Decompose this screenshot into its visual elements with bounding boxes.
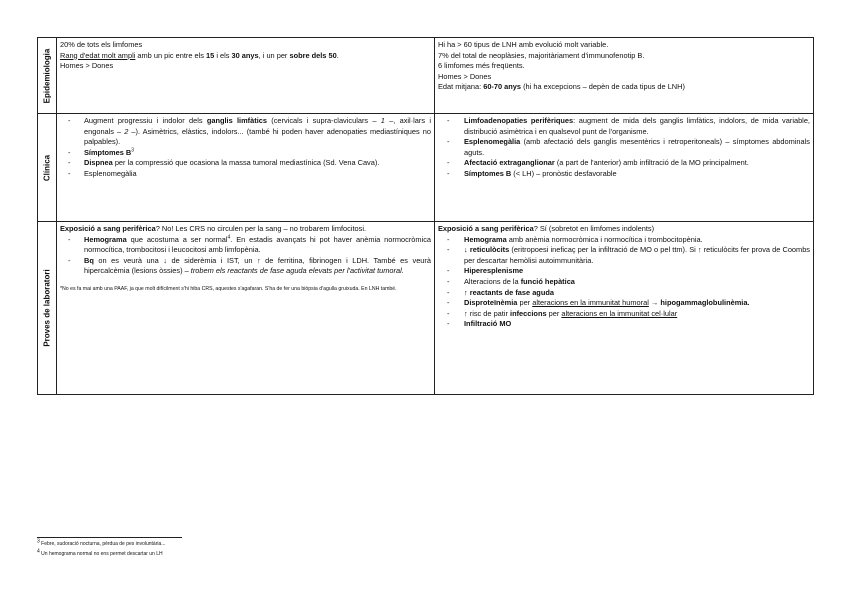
bullet-list: [438, 235, 810, 330]
text-line: Edat mitjana: 60-70 anys (hi ha excepcions – depèn de cada tipus de LNH): [438, 82, 685, 92]
list-item: - Bq on es veurà una ↓ de siderèmia i IST, un ↑ de ferritina, fibrinogen i LDH. També es veurà hipercalcèmia (lesions òssies) – trobem els reactants de fase aguda elevats per l'activitat tumoral.: [60, 256, 431, 277]
row-header-epidemiology: Epidemiologia: [38, 38, 57, 114]
bullet-list: [60, 235, 431, 277]
footnote-3: $^3$ Febre, sudoració nocturna, pèrdua de pes involuntària...: [37, 538, 166, 547]
list-item: - Dispnea per la compressió que ocasiona la massa tumoral mediastínica (Sd. Vena Cava).: [60, 158, 431, 169]
text-line: Rang d'edat molt ampli amb un pic entre els 15 i els 30 anys, i un per sobre dels 50.: [60, 50, 339, 60]
intro-line: Exposició a sang perifèrica? No! Les CRS no circulen per la sang – no trobarem limfocitosi.: [60, 224, 367, 233]
cell-nonhodgkin-epidemiology: [435, 38, 814, 114]
list-item: - Esplenomegàlia (amb afectació dels ganglis mesentèrics i retroperitoneals) – símptomes abdominals aguts.: [438, 137, 810, 158]
list-item: - Símptomes B (< LH) – pronòstic desfavorable: [438, 169, 810, 180]
list-item: - Hiperesplenisme: [438, 266, 810, 277]
list-item: - Esplenomegàlia: [60, 169, 431, 180]
table-row-epidemiology: [38, 38, 814, 114]
list-item: - Augment progressiu i indolor dels ganglis limfàtics (cervicals i supra-claviculars – 1 –, axil·lars i engonals – 2 –). Asimètrics, elàstics, indolors... (també hi poden haver adenopaties mediastíniques no palpables).: [60, 116, 431, 148]
cell-hodgkin-clinica: [57, 114, 435, 222]
text-line: 6 limfomes més freqüents.: [438, 61, 525, 71]
cell-nonhodgkin-proves: [435, 222, 814, 395]
table-row-proves: [38, 222, 814, 395]
list-item: - Disproteïnèmia per alteracions en la immunitat humoral → hipogammaglobulinèmia.: [438, 298, 810, 309]
list-item: - ↑ risc de patir infeccions per alteracions en la immunitat cel·lular: [438, 309, 810, 320]
footnote-separator: [37, 537, 182, 538]
list-item: - Afectació extraganglionar (a part de l'anterior) amb infiltració de la MO principalment.: [438, 158, 810, 169]
list-item: - Infiltració MO: [438, 319, 810, 330]
row-header-clinica: Clínica: [38, 114, 57, 222]
footnote-4: $^4$ Un hemograma normal no ens permet descartar un LH: [37, 548, 163, 557]
text-line: Homes > Dones: [438, 71, 492, 81]
biopsy-note: *No es fa mai amb una PAAF, ja que molt difícilment s'hi hiba CRS, aquestes s'agafaran. S'ha de fer una biòpsia d'agulla gruixuda. En LNH també.: [60, 285, 397, 292]
list-item: - Limfoadenopaties perifèriques: augment de mida dels ganglis limfàtics, indolors, de mida variable, distribució asimètrica i en qualsevol punt de l'organisme.: [438, 116, 810, 137]
row-header-proves: Proves de laboratori: [38, 222, 57, 395]
comparison-table: [37, 37, 814, 395]
bullet-list: [60, 116, 431, 180]
text-line: 7% del total de neoplàsies, majoritàriament d'immunofenotip B.: [438, 50, 645, 60]
list-item: - Alteracions de la funció hepàtica: [438, 277, 810, 288]
text-line: Hi ha > 60 tipus de LNH amb evolució molt variable.: [438, 40, 609, 49]
cell-nonhodgkin-clinica: [435, 114, 814, 222]
cell-hodgkin-epidemiology: [57, 38, 435, 114]
text-line: Homes > Dones: [60, 61, 114, 71]
table-row-clinica: [38, 114, 814, 222]
intro-line: Exposició a sang perifèrica? Sí (sobretot en limfomes indolents): [438, 224, 655, 233]
list-item: - ↑ reactants de fase aguda: [438, 288, 810, 299]
list-item: - Símptomes $B^3$: [60, 148, 431, 159]
list-item: - ↓ reticulòcits (eritropoesi ineficaç per la infiltració de MO o pel ttm). Si ↑ reticulòcits fer prova de Coombs per descartar hemòlisi autoimmunitària.: [438, 245, 810, 266]
list-item: - Hemograma que acostuma a ser normal$^4$. En estadis avançats hi pot haver anèmia normocròmica normocítica, trombocitosi i leucocitosi amb limfopènia.: [60, 235, 431, 256]
list-item: - Hemograma amb anèmia normocròmica i normocítica i trombocitopènia.: [438, 235, 810, 246]
text-line: 20% de tots els limfomes: [60, 40, 143, 49]
bullet-list: [438, 116, 810, 180]
cell-hodgkin-proves: [57, 222, 435, 395]
